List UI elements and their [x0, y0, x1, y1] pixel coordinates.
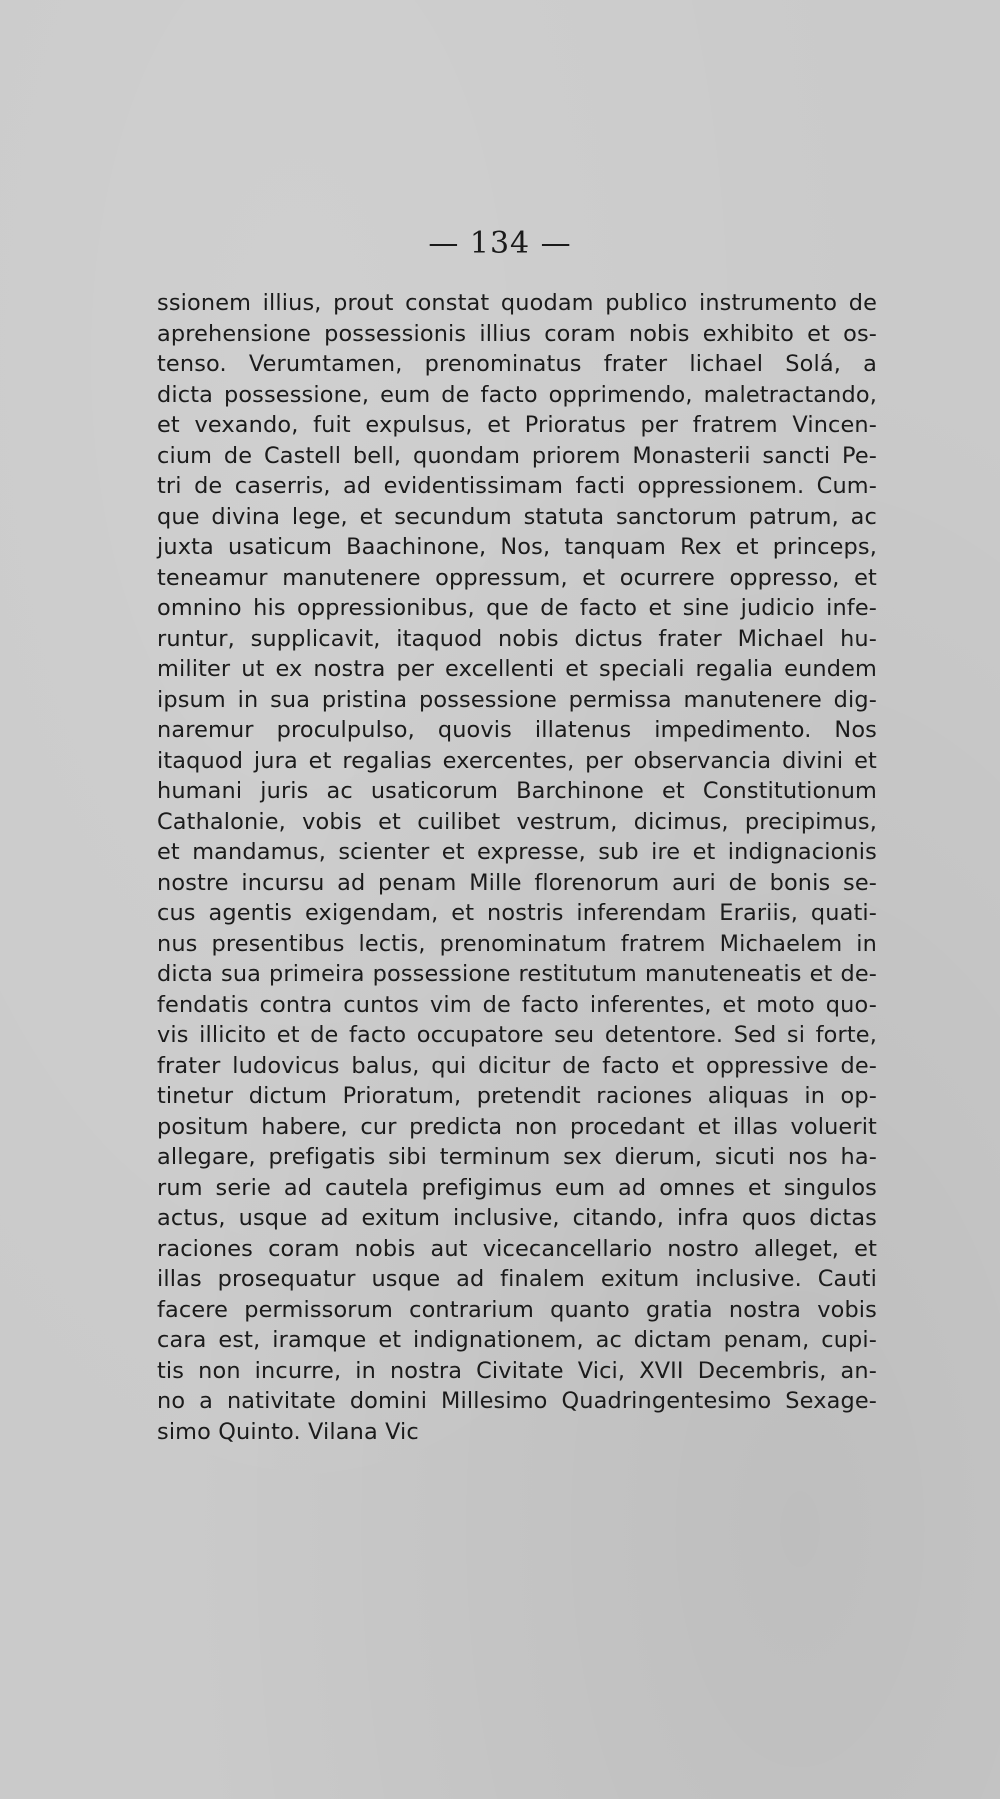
- text-line: vis illicito et de facto occupatore seu detentore. Sed si forte,: [157, 1022, 877, 1048]
- text-line: illas prosequatur usque ad finalem exitum inclusive. Cauti: [157, 1266, 877, 1292]
- text-line: tenso. Verumtamen, prenominatus frater lichael Solá, a: [157, 351, 877, 377]
- text-line: no a nativitate domini Millesimo Quadringentesimo Sexage-: [157, 1388, 877, 1414]
- text-line: ssionem illius, prout constat quodam publico instrumento de: [157, 290, 877, 316]
- text-line: que divina lege, et secundum statuta sanctorum patrum, ac: [157, 503, 877, 530]
- text-line: tinetur dictum Prioratum, pretendit raciones aliquas in op-: [157, 1083, 877, 1109]
- text-line: allegare, prefigatis sibi terminum sex dierum, sicuti nos ha-: [157, 1144, 877, 1170]
- text-line: positum habere, cur predicta non procedant et illas voluerit: [157, 1113, 877, 1140]
- text-line: dicta sua primeira possessione restitutum manuteneatis et de-: [157, 961, 877, 987]
- text-line: dicta possessione, eum de facto opprimendo, maletractando,: [157, 381, 877, 408]
- text-line: rum serie ad cautela prefigimus eum ad omnes et singulos: [157, 1174, 877, 1201]
- text-line: et mandamus, scienter et expresse, sub ire et indignacionis: [157, 839, 877, 865]
- text-line: cara est, iramque et indignationem, ac dictam penam, cupi-: [157, 1327, 877, 1353]
- text-line: humani juris ac usaticorum Barchinone et Constitutionum: [157, 778, 877, 804]
- text-line: juxta usaticum Baachinone, Nos, tanquam Rex et princeps,: [157, 534, 877, 560]
- text-line: cium de Castell bell, quondam priorem Monasterii sancti Pe-: [157, 442, 877, 469]
- text-line: omnino his oppressionibus, que de facto et sine judicio infe-: [157, 595, 877, 621]
- text-line: raciones coram nobis aut vicecancellario nostro alleget, et: [157, 1235, 877, 1262]
- text-line: cus agentis exigendam, et nostris inferendam Erariis, quati-: [157, 900, 877, 926]
- text-line: ipsum in sua pristina possessione permissa manutenere dig-: [157, 686, 877, 713]
- page-number: — 134 —: [428, 226, 572, 261]
- text-line: itaquod jura et regalias exercentes, per observancia divini et: [157, 747, 877, 774]
- body-text: [157, 288, 877, 1447]
- text-line: nostre incursu ad penam Mille florenorum auri de bonis se-: [157, 869, 877, 896]
- text-line: teneamur manutenere oppressum, et ocurrere oppresso, et: [157, 564, 877, 591]
- text-line: tis non incurre, in nostra Civitate Vici, XVII Decembris, an-: [157, 1357, 877, 1384]
- text-line: nus presentibus lectis, prenominatum fratrem Michaelem in: [157, 930, 877, 957]
- text-line: simo Quinto. Vilana Vic: [157, 1418, 419, 1445]
- text-line: et vexando, fuit expulsus, et Prioratus per fratrem Vincen-: [157, 412, 877, 438]
- text-line: tri de caserris, ad evidentissimam facti oppressionem. Cum-: [157, 473, 877, 499]
- text-line: frater ludovicus balus, qui dicitur de facto et oppressive de-: [157, 1052, 877, 1079]
- text-line: runtur, supplicavit, itaquod nobis dictus frater Michael hu-: [157, 625, 877, 652]
- text-line: actus, usque ad exitum inclusive, citando, infra quos dictas: [157, 1205, 877, 1231]
- text-line: fendatis contra cuntos vim de facto inferentes, et moto quo-: [157, 991, 877, 1018]
- text-line: Cathalonie, vobis et cuilibet vestrum, dicimus, precipimus,: [157, 808, 877, 835]
- text-line: militer ut ex nostra per excellenti et speciali regalia eundem: [157, 656, 877, 682]
- text-line: aprehensione possessionis illius coram nobis exhibito et os-: [157, 320, 877, 347]
- text-line: naremur proculpulso, quovis illatenus impedimento. Nos: [157, 717, 877, 743]
- text-line: facere permissorum contrarium quanto gratia nostra vobis: [157, 1296, 877, 1323]
